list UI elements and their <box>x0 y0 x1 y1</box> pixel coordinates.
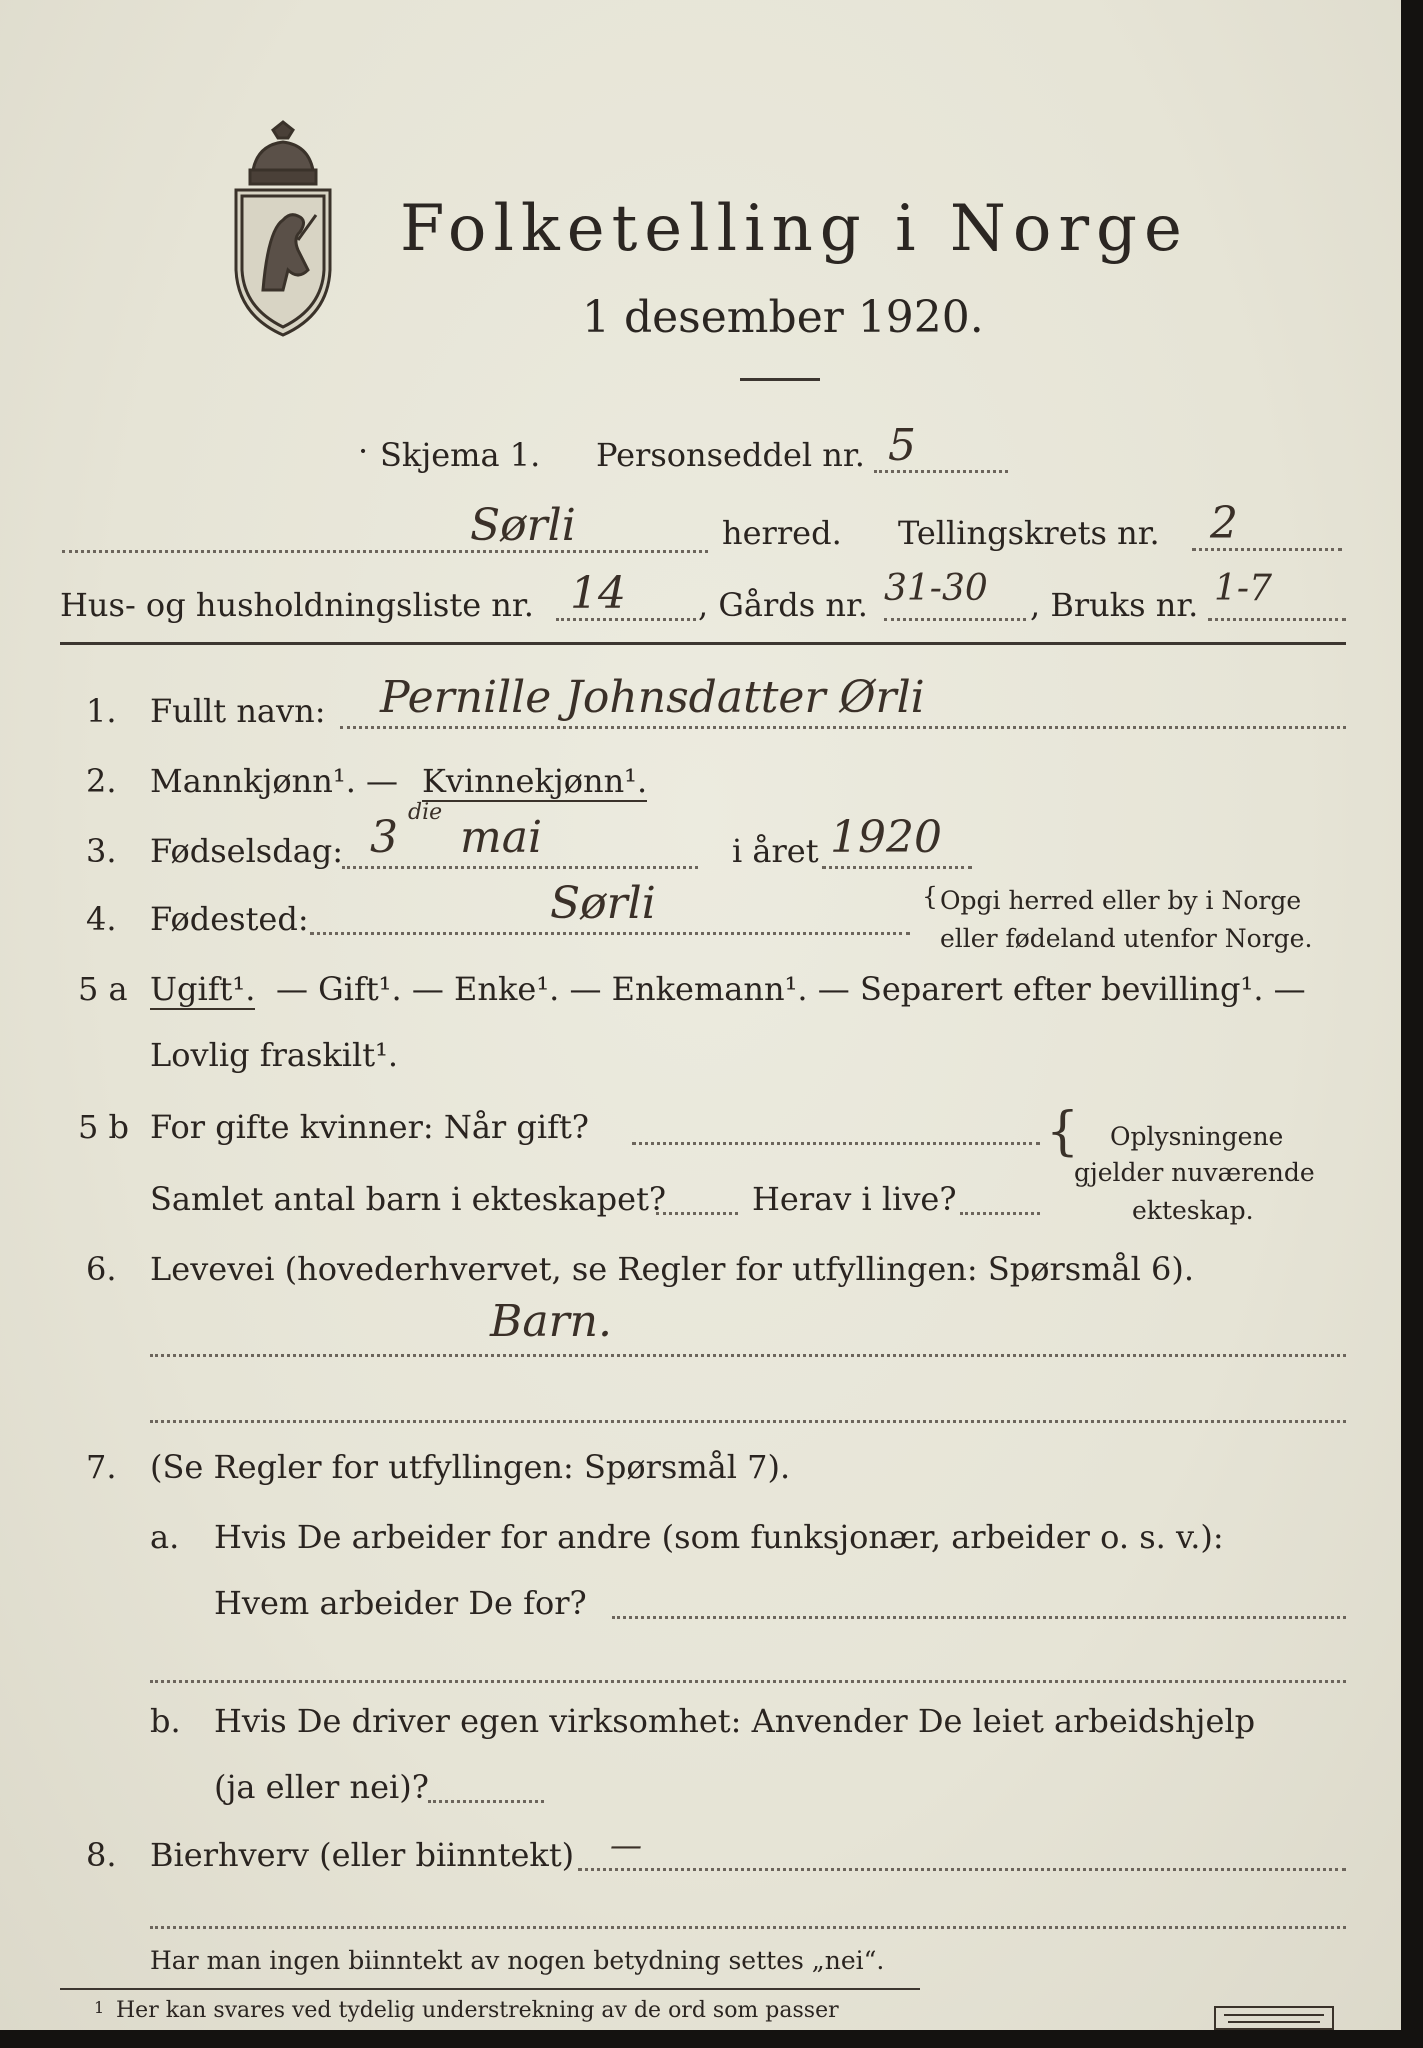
footnote-text: Her kan svares ved tydelig understrekning av de ord som passer <box>116 1998 839 2023</box>
birth-day-value[interactable]: 3 <box>370 812 398 863</box>
occupation-value[interactable]: Barn. <box>490 1296 612 1347</box>
tellingskrets-label: Tellingskrets nr. <box>898 514 1160 552</box>
q1-line <box>340 726 1346 729</box>
bruks-line <box>1208 618 1346 621</box>
herred-line <box>62 550 708 553</box>
herred-label: herred. <box>722 514 842 552</box>
q5a-number: 5 a <box>78 970 128 1008</box>
employer-line-2[interactable] <box>150 1680 1346 1683</box>
employer-line-1[interactable] <box>612 1616 1346 1619</box>
q7b-line-2: (ja eller nei)? <box>214 1768 429 1806</box>
q7a-line-1: Hvis De arbeider for andre (som funksjonær, arbeider o. s. v.): <box>214 1518 1224 1556</box>
q1-label: Fullt navn: <box>150 692 326 730</box>
footer-note: Har man ingen biinntekt av nogen betydning settes „nei“. <box>150 1946 885 1975</box>
q6-number: 6. <box>86 1250 117 1288</box>
header-divider <box>60 642 1346 645</box>
birth-day-superscript: die <box>408 800 443 825</box>
q2-number: 2. <box>86 762 117 800</box>
footnote-divider <box>60 1988 920 1990</box>
bruks-label: , Bruks nr. <box>1030 586 1199 624</box>
q5b-note-2: gjelder nuværende <box>1074 1158 1315 1187</box>
q4-label: Fødested: <box>150 900 309 938</box>
q4-line <box>310 932 910 935</box>
children-total-line <box>656 1212 738 1215</box>
form-title: Folketelling i Norge <box>400 192 1189 266</box>
occupation-line-2 <box>150 1420 1346 1423</box>
personseddel-label: Personseddel nr. <box>596 436 865 474</box>
husliste-value[interactable]: 14 <box>570 568 626 619</box>
gards-label: , Gårds nr. <box>698 586 868 624</box>
q5b-brace: { <box>1046 1102 1080 1162</box>
q7-label: (Se Regler for utfyllingen: Spørsmål 7). <box>150 1448 791 1486</box>
children-alive-label: Herav i live? <box>752 1180 957 1218</box>
side-income-line <box>578 1868 1346 1871</box>
q3-label: Fødselsdag: <box>150 832 344 870</box>
marital-unmarried-option[interactable]: Ugift¹. <box>150 970 256 1008</box>
q6-label: Levevei (hovederhvervet, se Regler for utfyllingen: Spørsmål 6). <box>150 1250 1195 1288</box>
gender-male-option[interactable]: Mannkjønn¹. — <box>150 762 399 800</box>
q5b-number: 5 b <box>78 1108 130 1146</box>
occupation-line-1 <box>150 1354 1346 1357</box>
printer-stamp-icon <box>1214 2006 1334 2030</box>
tellingskrets-value[interactable]: 2 <box>1210 498 1238 549</box>
herred-value[interactable]: Sørli <box>470 500 576 551</box>
skjema-label: Skjema 1. <box>380 436 541 474</box>
q3-number: 3. <box>86 832 117 870</box>
side-income-value[interactable]: — <box>610 1826 642 1864</box>
marital-divorced-option[interactable]: Lovlig fraskilt¹. <box>150 1036 399 1074</box>
q3-line <box>342 866 698 869</box>
full-name-value[interactable]: Pernille Johnsdatter Ørli <box>380 672 925 723</box>
q5b-note-1: Oplysningene <box>1110 1122 1284 1151</box>
married-when-label: For gifte kvinner: Når gift? <box>150 1108 589 1146</box>
q8-label: Bierhverv (eller biinntekt) <box>150 1836 575 1874</box>
q5b-note-3: ekteskap. <box>1132 1196 1254 1225</box>
marital-other-options[interactable]: — Gift¹. — Enke¹. — Enkemann¹. — Separert efter bevilling¹. — <box>276 970 1306 1008</box>
birthplace-value[interactable]: Sørli <box>550 878 656 929</box>
q1-number: 1. <box>86 692 117 730</box>
coat-of-arms-icon <box>228 120 338 340</box>
gards-value[interactable]: 31-30 <box>884 568 988 609</box>
personseddel-value[interactable]: 5 <box>888 420 916 471</box>
census-date: 1 desember 1920. <box>582 292 984 343</box>
brace-open: { <box>922 882 938 911</box>
q7b-letter: b. <box>150 1702 181 1740</box>
children-total-label: Samlet antal barn i ekteskapet? <box>150 1180 667 1218</box>
q8-number: 8. <box>86 1836 117 1874</box>
birth-year-value[interactable]: 1920 <box>830 812 942 863</box>
bruks-value[interactable]: 1-7 <box>1214 568 1272 609</box>
q7a-letter: a. <box>150 1518 180 1556</box>
q4-note-2: eller fødeland utenfor Norge. <box>940 924 1313 953</box>
q7a-line-2: Hvem arbeider De for? <box>214 1584 587 1622</box>
title-divider <box>740 378 820 381</box>
gards-line <box>884 618 1026 621</box>
year-label: i året <box>732 832 819 870</box>
side-income-line-2 <box>150 1926 1346 1929</box>
gender-female-option[interactable]: Kvinnekjønn¹. <box>422 762 648 800</box>
q4-note-1: Opgi herred eller by i Norge <box>940 886 1302 915</box>
husliste-label: Hus- og husholdningsliste nr. <box>60 586 534 624</box>
dot-mark: · <box>358 432 369 470</box>
birth-month-value[interactable]: mai <box>460 812 543 863</box>
children-alive-line <box>960 1212 1040 1215</box>
hired-help-line[interactable] <box>428 1800 544 1803</box>
married-when-line <box>632 1142 1040 1145</box>
q4-number: 4. <box>86 900 117 938</box>
q7-number: 7. <box>86 1448 117 1486</box>
year-line <box>822 866 972 869</box>
q7b-line-1: Hvis De driver egen virksomhet: Anvender De leiet arbeidshjelp <box>214 1702 1256 1740</box>
footnote-mark: 1 <box>94 1998 105 2017</box>
